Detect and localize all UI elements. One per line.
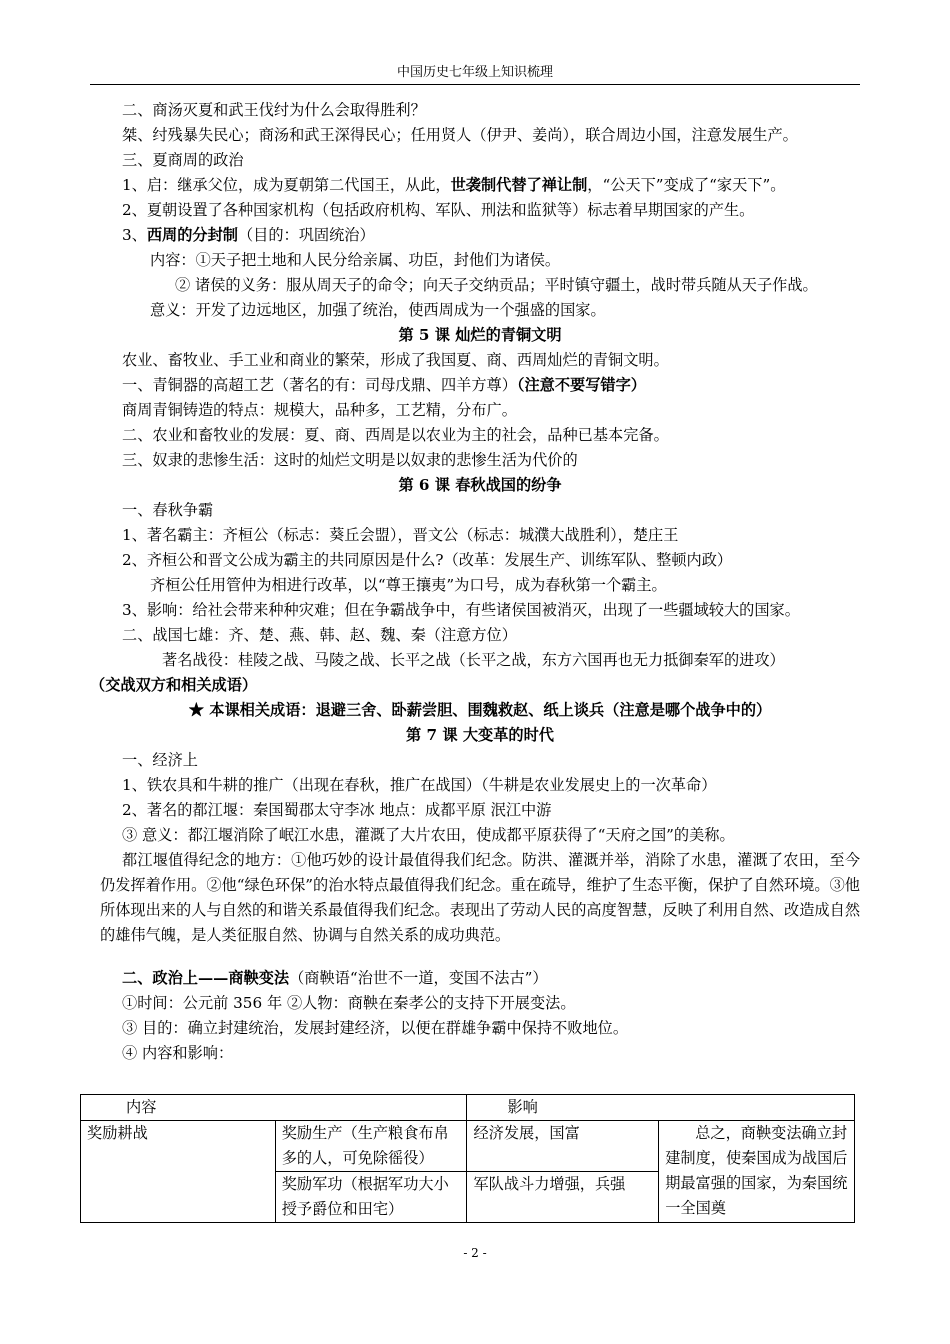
text-span: ，“公天下”变成了“家天下”。 [587,176,786,194]
reform-table [80,1094,855,1223]
lesson7-line-time: ①时间：公元前 356 年 ②人物：商鞅在秦孝公的支持下开展变法。 [122,994,576,1012]
lesson7-line4: ③ 意义：都江堰消除了岷江水患，灌溉了大片农田，使成都平原获得了“天府之国”的美称。 [122,826,735,844]
lesson7-line-purpose: ③ 目的：确立封建统治，发展封建经济，以便在群雄争霸中保持不败地位。 [122,1019,629,1037]
lesson7-line1: 一、经济上 [122,751,198,769]
spacer [100,948,860,966]
document-body [90,98,860,1066]
page-header: 中国历史七年级上知识梳理 [90,62,860,85]
table-cell: 奖励耕战 [81,1121,276,1223]
lesson6-line7: 著名战役：桂陵之战、马陵之战、长平之战（长平之战，东方六国再也无力抵御秦军的进攻） [162,651,785,669]
sec1-line4 [100,173,860,198]
lesson7-line2: 1、铁农具和牛耕的推广（出现在春秋，推广在战国）（牛耕是农业发展史上的一次革命） [122,776,717,794]
table-cell: 奖励军功（根据军功大小授予爵位和田宅） [275,1172,467,1223]
sec1-line6 [100,223,860,248]
lesson5-line2 [100,373,860,398]
sec1-line1: 二、商汤灭夏和武王伐纣为什么会取得胜利？ [122,101,426,119]
lesson7-politics [100,966,860,991]
table-header-impact: 影响 [467,1095,855,1121]
lesson6-line4: 齐桓公任用管仲为相进行改革，以“尊王攘夷”为口号，成为春秋第一个霸主。 [150,576,667,594]
bold-span: 二、政治上——商鞅变法 [122,969,290,987]
table-cell: 奖励生产（生产粮食布帛多的人，可免除徭役） [275,1121,467,1172]
bold-span: 西周的分封制 [146,226,238,244]
lesson5-line3: 商周青铜铸造的特点：规模大，品种多，工艺精，分布广。 [122,401,517,419]
lesson5-line5: 三、奴隶的悲惨生活：这时的灿烂文明是以奴隶的悲惨生活为代价的 [122,451,578,469]
lesson5-title: 第 5 课 灿烂的青铜文明 [398,326,562,344]
text-span: 1、启：继承父位，成为夏朝第二代国王，从此， [122,176,451,194]
lesson7-line-content: ④ 内容和影响： [122,1044,234,1062]
page-number: - 2 - [463,1246,487,1260]
text-span: 3、 [122,226,147,244]
table-cell: 经济发展，国富 [467,1121,659,1172]
table-row [81,1121,855,1172]
text-span: （目的：巩固统治） [237,226,375,244]
text-span: （商鞅语“治世不一道，变国不法古”） [289,969,548,987]
sec1-line5: 2、夏朝设置了各种国家机构（包括政府机构、军队、刑法和监狱等）标志着早期国家的产生。 [122,201,755,219]
lesson7-line3: 2、著名的都江堰：秦国蜀郡太守李冰 地点：成都平原 泯江中游 [122,801,552,819]
text-span: 一、青铜器的高超工艺（著名的有：司母戊鼎、四羊方尊） [122,376,517,394]
table-header-content: 内容 [81,1095,467,1121]
lesson6-line2: 1、著名霸主：齐桓公（标志：葵丘会盟），晋文公（标志：城濮大战胜利），楚庄王 [122,526,679,544]
bold-span: （注意不要写错字） [516,376,646,394]
bold-span: 世袭制代替了禅让制 [450,176,588,194]
lesson5-line1: 农业、畜牧业、手工业和商业的繁荣，形成了我国夏、商、西周灿烂的青铜文明。 [122,351,669,369]
lesson6-line3: 2、齐桓公和晋文公成为霸主的共同原因是什么?（改革：发展生产、训练军队、整顿内政） [122,551,733,569]
table-cell-summary: 总之，商鞅变法确立封建制度，使秦国成为战国后期最富强的国家，为秦国统一全国奠 [659,1121,855,1223]
lesson6-line5: 3、影响：给社会带来种种灾难；但在争霸战争中，有些诸侯国被消灭，出现了一些疆域较大的国家。 [122,601,800,619]
lesson6-line1: 一、春秋争霸 [122,501,214,519]
table-cell: 军队战斗力增强，兵强 [467,1172,659,1223]
lesson5-line4: 二、农业和畜牧业的发展：夏、商、西周是以农业为主的社会，品种已基本完备。 [122,426,669,444]
lesson7-paragraph: 都江堰值得纪念的地方：①他巧妙的设计最值得我们纪念。防洪、灌溉并举，消除了水患，灌溉了农田，至今仍发挥着作用。②他“绿色环保”的治水特点最值得我们纪念。重在疏导，维护了生态平衡，保护了自然环境。③他所体现出来的人与自然的和谐关系最值得我们纪念。表现出了劳动人民的高度智慧，反映了利用自然、改造成自然的雄伟气魄，是人类征服自然、协调与自然关系的成功典范。 [100,851,860,944]
lesson6-line8: （交战双方和相关成语） [90,676,258,694]
table-header-row [81,1095,855,1121]
sec1-line2: 桀、纣残暴失民心；商汤和武王深得民心；任用贤人（伊尹、姜尚），联合周边小国，注意发展生产。 [122,126,798,144]
sec1-line9: 意义：开发了边远地区，加强了统治，使西周成为一个强盛的国家。 [150,301,606,319]
sec1-line7: 内容：①天子把土地和人民分给亲属、功臣，封他们为诸侯。 [150,251,561,269]
sec1-line3: 三、夏商周的政治 [122,151,244,169]
lesson6-title: 第 6 课 春秋战国的纷争 [398,476,562,494]
lesson6-idioms: ★ 本课相关成语：退避三舍、卧薪尝胆、围魏救赵、纸上谈兵（注意是哪个战争中的） [188,701,772,719]
lesson6-line6: 二、战国七雄：齐、楚、燕、韩、赵、魏、秦（注意方位） [122,626,517,644]
lesson7-title: 第 7 课 大变革的时代 [406,726,554,744]
sec1-line8: ② 诸侯的义务：服从周天子的命令；向天子交纳贡品；平时镇守疆土，战时带兵随从天子作战。 [175,276,818,294]
